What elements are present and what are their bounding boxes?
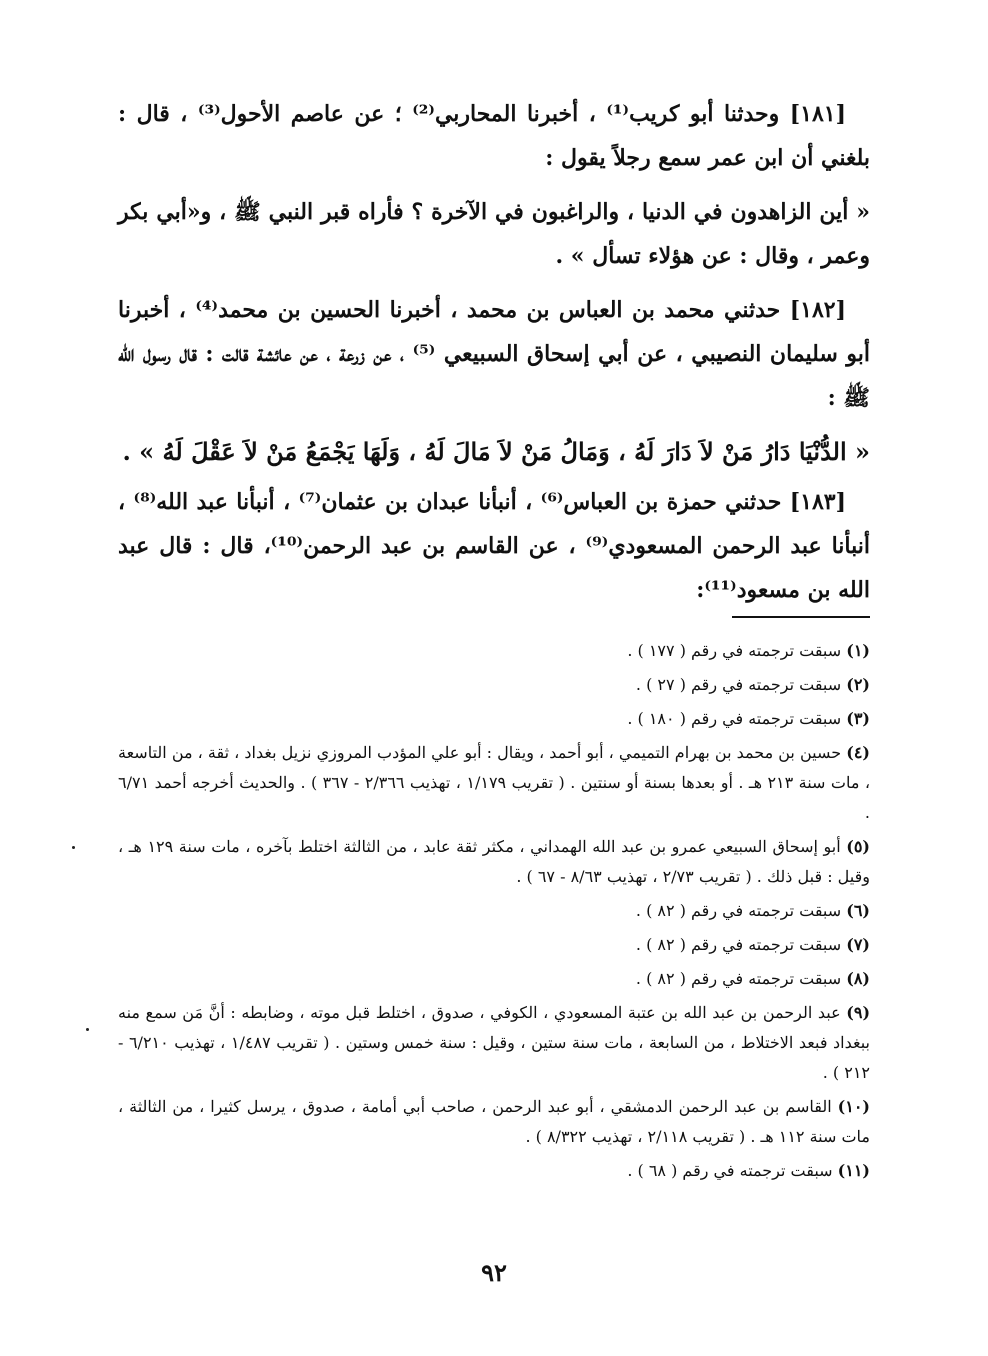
quote-181: « أين الزاهدون في الدنيا ، والراغبون في الآخرة ؟ فأراه قبر النبي ﷺ ، و«أبي بكر وعمر ، وقال : عن هؤلاء تسأل » .	[118, 199, 870, 269]
footnote	[118, 964, 870, 994]
footnote-number: (١)	[846, 641, 870, 660]
footnote-number: (٩)	[846, 1003, 871, 1022]
footnote-number: (٧)	[846, 935, 870, 954]
footnote	[118, 1092, 870, 1152]
main-text	[118, 92, 870, 622]
footnotes	[118, 636, 870, 1190]
footnote	[118, 930, 870, 960]
footnote	[118, 704, 870, 734]
footnote-number: (٨)	[846, 969, 870, 988]
footnote-divider	[732, 616, 870, 618]
footnote-number: (٥)	[846, 837, 870, 856]
hadith-182: « الدُّنْيَا دَارُ مَنْ لاَ دَارَ لَهُ ، وَمَالُ مَنْ لاَ مَالَ لَهُ ، وَلَهَا يَجْمَعُ مَنْ لاَ عَقْلَ لَهُ » .	[122, 437, 870, 466]
footnote-number: (٤)	[846, 743, 870, 762]
footnote	[118, 670, 870, 700]
footnote-number: (٦)	[846, 901, 870, 920]
footnote	[118, 832, 870, 892]
footnote-text: سبقت ترجمته في رقم ( ٢٧ ) .	[635, 675, 842, 694]
page-number: ٩٢	[481, 1258, 507, 1287]
footnote-text: سبقت ترجمته في رقم ( ٦٨ ) .	[627, 1161, 833, 1180]
footnote-text: سبقت ترجمته في رقم ( ١٨٠ ) .	[627, 709, 842, 728]
footnote-text: عبد الرحمن بن عبد الله بن عتبة المسعودي ، الكوفي ، صدوق ، اختلط قبل موته ، وضابطه : أنَّ مَن سمع منه ببغداد فبعد الاختلاط ، من السابعة ، مات سنة ستين ، وقيل : سنة خمس وستين . ( تقريب ١/٤٨٧ ، تهذيب ٦/٢١٠ - ٢١٢ ) .	[118, 1003, 871, 1082]
footnote-text: حسين بن محمد بن بهرام التميمي ، أبو أحمد ، ويقال : أبو علي المؤدب المروزي نزيل بغداد ، ثقة ، من التاسعة ، مات سنة ٢١٣ هـ . أو بعدها بسنة أو سنتين . ( تقريب ١/١٧٩ ، تهذيب ٢/٣٦٦ - ٣٦٧ ) . والحديث أخرجه أحمد ٦/٧١ .	[118, 743, 871, 822]
footnote-number: (١٠)	[837, 1097, 870, 1116]
footnote	[118, 998, 870, 1088]
footnote	[118, 738, 870, 828]
footnote	[118, 636, 870, 666]
scan-speck	[86, 1028, 89, 1031]
footnote-number: (١١)	[837, 1161, 870, 1180]
footnote-text: سبقت ترجمته في رقم ( ٨٢ ) .	[635, 901, 842, 920]
footnote-text: القاسم بن عبد الرحمن الدمشقي ، أبو عبد الرحمن ، صاحب أبي أمامة ، صدوق ، يرسل كثيرا ، من الثالثة ، مات سنة ١١٢ هـ . ( تقريب ٢/١١٨ ، تهذيب ٨/٣٢٢ ) .	[118, 1097, 870, 1146]
footnote-text: سبقت ترجمته في رقم ( ١٧٧ ) .	[627, 641, 842, 660]
paragraph-183: [١٨٣] حدثني حمزة بن العباس⁽⁶⁾ ، أنبأنا عبدان بن عثمان⁽⁷⁾ ، أنبأنا عبد الله⁽⁸⁾ ، أنبأنا عبد الرحمن المسعودي⁽⁹⁾ ، عن القاسم بن عبد الرحمن⁽¹⁰⁾، قال : قال عبد الله بن مسعود⁽¹¹⁾:	[118, 489, 871, 603]
footnote-text: سبقت ترجمته في رقم ( ٨٢ ) .	[635, 935, 842, 954]
footnote-text: أبو إسحاق السبيعي عمرو بن عبد الله الهمداني ، مكثر ثقة عابد ، من الثالثة اختلط بآخره ، مات سنة ١٢٩ هـ ، وقيل : قبل ذلك . ( تقريب ٢/٧٣ ، تهذيب ٨/٦٣ - ٦٧ ) .	[118, 837, 870, 886]
scan-speck	[72, 846, 75, 849]
paragraph-181: [١٨١] وحدثنا أبو كريب⁽¹⁾ ، أخبرنا المحاربي⁽²⁾ ؛ عن عاصم الأحول⁽³⁾ ، قال : بلغني أن ابن عمر سمع رجلاً يقول :	[118, 101, 870, 171]
footnote-number: (٢)	[846, 675, 870, 694]
footnote-number: (٣)	[846, 709, 870, 728]
footnote	[118, 896, 870, 926]
footnote	[118, 1156, 870, 1186]
footnote-text: سبقت ترجمته في رقم ( ٨٢ ) .	[635, 969, 842, 988]
paragraph-182: [١٨٢] حدثني محمد بن العباس بن محمد ، أخبرنا الحسين بن محمد⁽⁴⁾ ، أخبرنا أبو سليمان النصيبي ، عن أبي إسحاق السبيعي ⁽⁵⁾ ، عن زرعة ، عن عائشة قالت : قال رسول الله ﷺ :	[118, 297, 870, 411]
